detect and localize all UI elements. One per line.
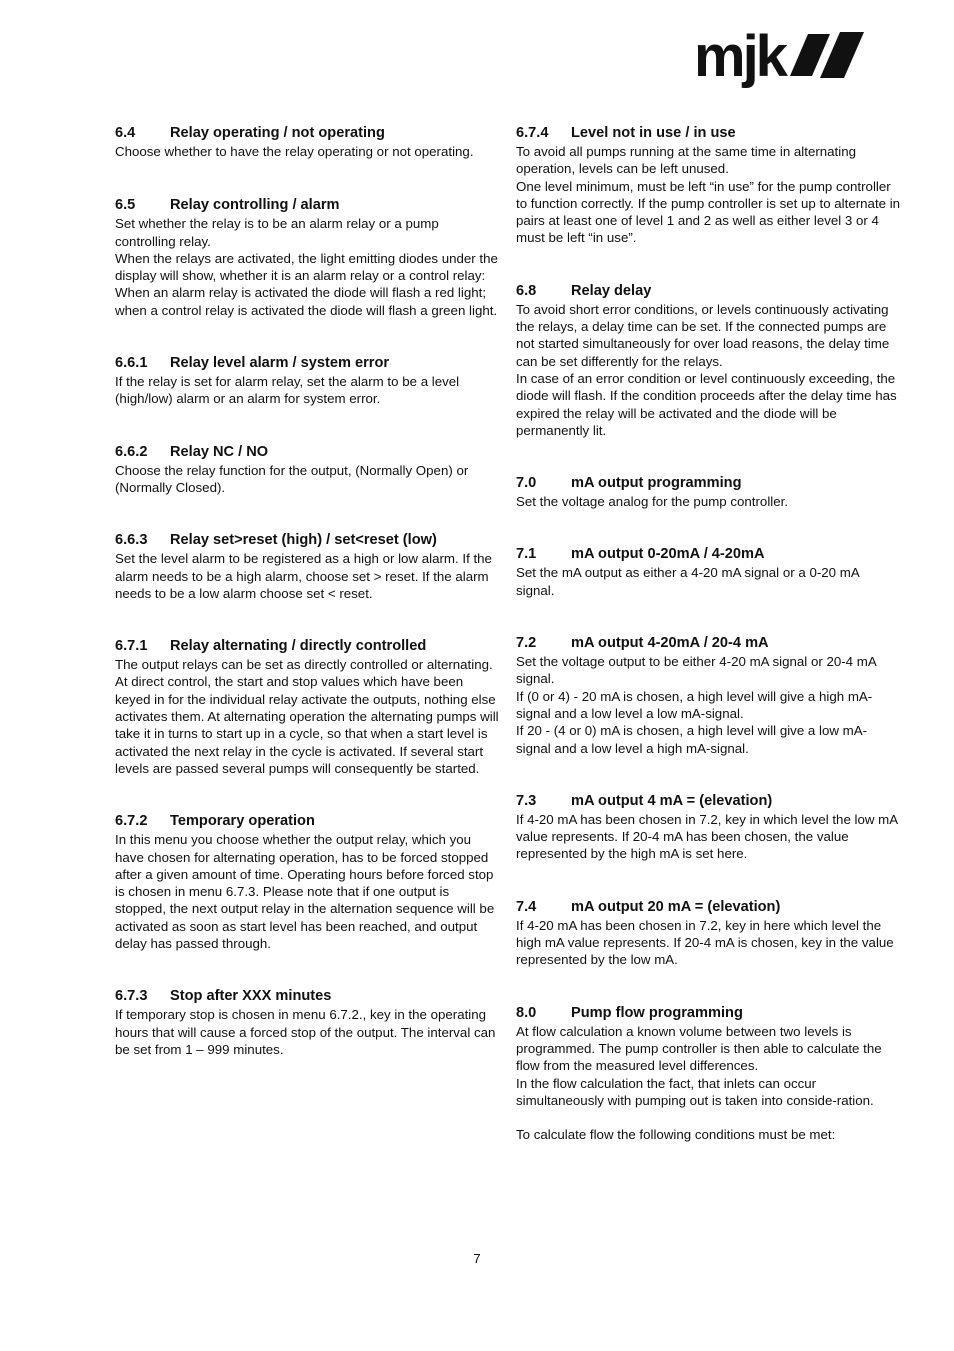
section-6-7-3 [115,987,500,1058]
section-7-2 [516,634,901,757]
section-text: Set the voltage output to be either 4-20 mA signal or 20-4 mA signal. [516,654,876,687]
section-heading: 7.1 mA output 0-20mA / 4-20mA [516,546,765,563]
page-number: 7 [473,1251,481,1266]
section-6-5 [115,196,500,319]
section-text: In this menu you choose whether the output relay, which you have chosen for alternating operation, has to be forced stopped after a given amount of time. Operating hours before forced stop is chosen in menu 6.7.3. Please note that if one output is stopped, the next output relay in the alternation sequence will be activated as soon as start level has been reached, and output delay has passed through. [115,832,495,952]
section-heading: 7.2 mA output 4-20mA / 20-4 mA [516,635,769,652]
section-text: In the flow calculation the fact, that inlets can occur simultaneously with pumping out is taken into conside-ration. [516,1075,874,1108]
section-heading: 6.7.2 Temporary operation [115,813,315,830]
left-column [115,124,500,1058]
section-heading: 6.7.4 Level not in use / in use [516,125,736,141]
section-text [516,1109,901,1126]
section-6-4 [115,124,500,160]
logo-text: mjk [694,26,785,89]
section-text: Choose the relay function for the output, (Normally Open) or (Normally Closed). [115,462,469,495]
section-text: If the relay is set for alarm relay, set the alarm to be a level (high/low) alarm or an alarm for system error. [115,374,460,407]
section-text: If 4-20 mA has been chosen in 7.2, key in which level the low mA value represents. If 20-4 mA has been chosen, the value represented by the high mA is set here. [516,811,898,862]
section-text: Set the level alarm to be registered as a high or low alarm. If the alarm needs to be a high alarm, choose set > reset. If the alarm needs to be a low alarm choose set < reset. [115,551,492,601]
section-6-6-2 [115,443,500,497]
section-heading: 7.3 mA output 4 mA = (elevation) [516,792,773,809]
section-heading: 6.5 Relay controlling / alarm [115,197,340,214]
section-text: If 20 - (4 or 0) mA is chosen, a high level will give a low mA-signal and a low level a high mA-signal. [516,723,868,756]
section-6-6-3 [115,531,500,602]
section-text: If 4-20 mA has been chosen in 7.2, key in here which level the high mA value represents. If 20-4 mA is chosen, key in the value represented by the low mA. [516,917,894,968]
section-text: In case of an error condition or level continuously exceeding, the diode will flash. If the condition proceeds after the delay time has expired the relay will be activated and the diode will be permanently lit. [516,370,897,438]
section-text: When the relays are activated, the light emitting diodes under the display will show, whether it is an alarm relay or a control relay: When an alarm relay is activated the diode will flash a red light; when a control relay is activated the diode will flash a green light. [115,250,498,318]
section-7-0 [516,474,901,510]
section-text: Set the mA output as either a 4-20 mA signal or a 0-20 mA signal. [516,565,859,598]
section-7-3 [516,792,901,863]
section-8-0 [516,1004,901,1144]
section-heading: 6.6.2 Relay NC / NO [115,443,269,460]
section-heading: 6.4 Relay operating / not operating [115,125,385,141]
section-text: Choose whether to have the relay operating or not operating. [115,144,474,159]
section-heading: 6.8 Relay delay [516,282,652,299]
section-text: To avoid short error conditions, or levels continuously activating the relays, a delay time can be set. If the connected pumps are not started simultaneously for over load reasons, the delay time can be set differently for the relays. [516,301,890,369]
section-text: One level minimum, must be left “in use” for the pump controller to function correctly. If the pump controller is set up to alternate in pairs at least one of level 1 and 2 as well as either level 3 or 4 must be left “in use”. [516,178,901,246]
section-6-6-1 [115,354,500,408]
section-6-7-4 [516,124,901,247]
section-heading: 6.7.1 Relay alternating / directly controlled [115,638,427,655]
section-heading: 6.6.1 Relay level alarm / system error [115,355,390,372]
section-text: Set whether the relay is to be an alarm relay or a pump controlling relay. [115,216,439,249]
section-heading: 7.4 mA output 20 mA = (elevation) [516,898,781,915]
right-column [516,124,901,1143]
section-6-8 [516,282,901,439]
section-text: If (0 or 4) - 20 mA is chosen, a high level will give a high mA-signal and a low level a low mA-signal. [516,688,873,721]
section-text: The output relays can be set as directly controlled or alternating. At direct control, the start and stop values which have been keyed in for the individual relay activate the outputs, nothing else activates them. At alternating operation the alternating pumps will take it in turns to start up in a cycle, so that when a start level is activated the next relay in the cycle is activated. If several start levels are passed several pumps will consequently be started. [115,657,499,776]
section-7-4 [516,898,901,969]
section-6-7-2 [115,812,500,952]
section-text: At flow calculation a known volume between two levels is programmed. The pump controller is then able to calculate the flow from the measured level differences. [516,1023,882,1074]
section-text: To avoid all pumps running at the same time in alternating operation, levels can be left unused. [516,144,856,177]
section-text: If temporary stop is chosen in menu 6.7.2., key in the operating hours that will cause a forced stop of the output. The interval can be set from 1 – 999 minutes. [115,1007,496,1057]
section-text: To calculate flow the following conditions must be met: [516,1127,836,1143]
section-heading: 6.6.3 Relay set>reset (high) / set<reset (low) [115,532,437,549]
mjk-logo [694,26,866,94]
section-7-1 [516,545,901,599]
section-heading: 8.0 Pump flow programming [516,1004,743,1021]
section-heading: 6.7.3 Stop after XXX minutes [115,988,332,1005]
section-text: Set the voltage analog for the pump controller. [516,494,789,510]
section-6-7-1 [115,637,500,777]
section-heading: 7.0 mA output programming [516,475,742,492]
